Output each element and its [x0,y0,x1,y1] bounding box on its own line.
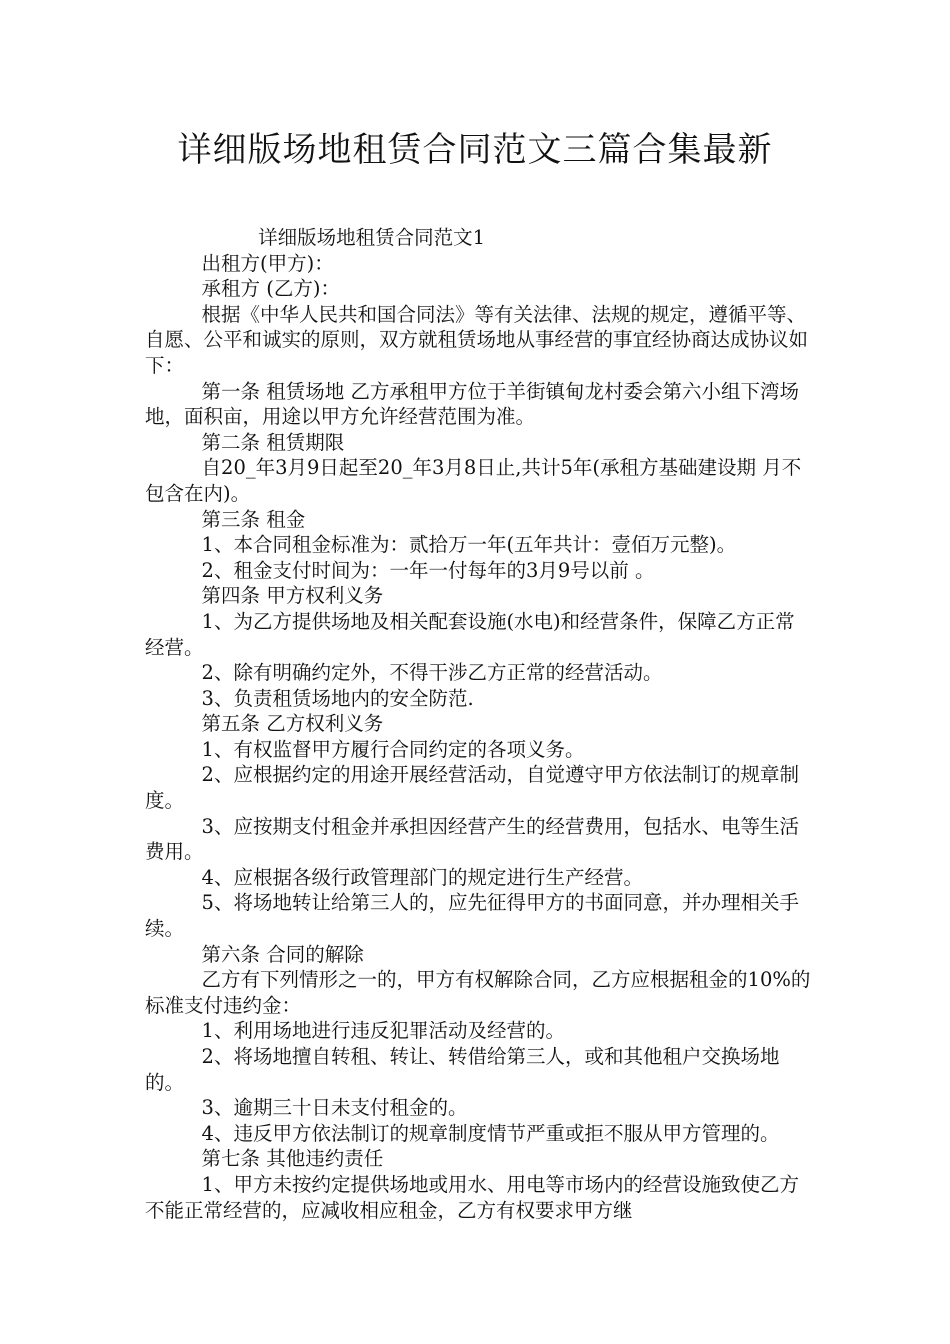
paragraph: 自20_年3月9日起至20_年3月8日止,共计5年(承租方基础建设期 月不包含在内)。 [145,456,802,505]
section-subtitle: 详细版场地租赁合同范文1 [258,226,486,249]
article-heading: 第三条 租金 [201,507,306,531]
clause-item: 3、负责租赁场地内的安全防范. [201,686,474,710]
article-heading: 第二条 租赁期限 [201,430,345,454]
clause-item: 1、本合同租金标准为：贰拾万一年(五年共计：壹佰万元整)。 [201,533,737,557]
clause-item: 3、应按期支付租金并承担因经营产生的经营费用，包括水、电等生活费用。 [145,814,799,864]
clause-item: 1、甲方未按约定提供场地或用水、用电等市场内的经营设施致使乙方不能正常经营的，应减收相应租金，乙方有权要求甲方继 [145,1172,799,1222]
clause-item: 5、将场地转让给第三人的，应先征得甲方的书面同意，并办理相关手续。 [145,891,799,941]
paragraph: 乙方有下列情形之一的，甲方有权解除合同，乙方应根据租金的10%的标准支付违约金： [145,968,811,1017]
clause-item: 2、将场地擅自转租、转让、转借给第三人，或和其他租户交换场地的。 [145,1045,780,1094]
lessee-line: 承租方 (乙方)： [201,277,340,301]
document-title: 详细版场地租赁合同范文三篇合集最新 [177,130,773,170]
clause-item: 1、利用场地进行违反犯罪活动及经营的。 [201,1019,565,1043]
clause-item: 2、应根据约定的用途开展经营活动，自觉遵守甲方依法制订的规章制度。 [145,763,799,813]
article-heading: 第五条 乙方权利义务 [201,712,384,736]
clause-item: 1、为乙方提供场地及相关配套设施(水电)和经营条件，保障乙方正常经营。 [145,609,795,659]
article-heading: 第七条 其他违约责任 [201,1147,384,1171]
document-body [145,225,813,1223]
article-heading: 第六条 合同的解除 [201,942,364,966]
clause-item: 4、应根据各级行政管理部门的规定进行生产经营。 [201,865,643,889]
lessor-line: 出租方(甲方)： [201,251,334,275]
paragraph: 根据《中华人民共和国合同法》等有关法律、法规的规定，遵循平等、自愿、公平和诚实的原则，双方就租赁场地从事经营的事宜经协商达成协议如下： [145,302,809,377]
clause-item: 3、逾期三十日未支付租金的。 [201,1096,468,1120]
clause-item: 2、除有明确约定外，不得干涉乙方正常的经营活动。 [201,661,663,685]
clause-item: 1、有权监督甲方履行合同约定的各项义务。 [201,737,585,761]
clause-item: 2、租金支付时间为：一年一付每年的3月9号以前 。 [201,558,655,582]
article-heading: 第四条 甲方权利义务 [201,584,384,608]
clause-item: 4、违反甲方依法制订的规章制度情节严重或拒不服从甲方管理的。 [201,1121,780,1145]
article-heading: 第一条 租赁场地 乙方承租甲方位于羊街镇甸龙村委会第六小组下湾场地，面积亩，用途以甲方允许经营范围为准。 [145,379,799,429]
